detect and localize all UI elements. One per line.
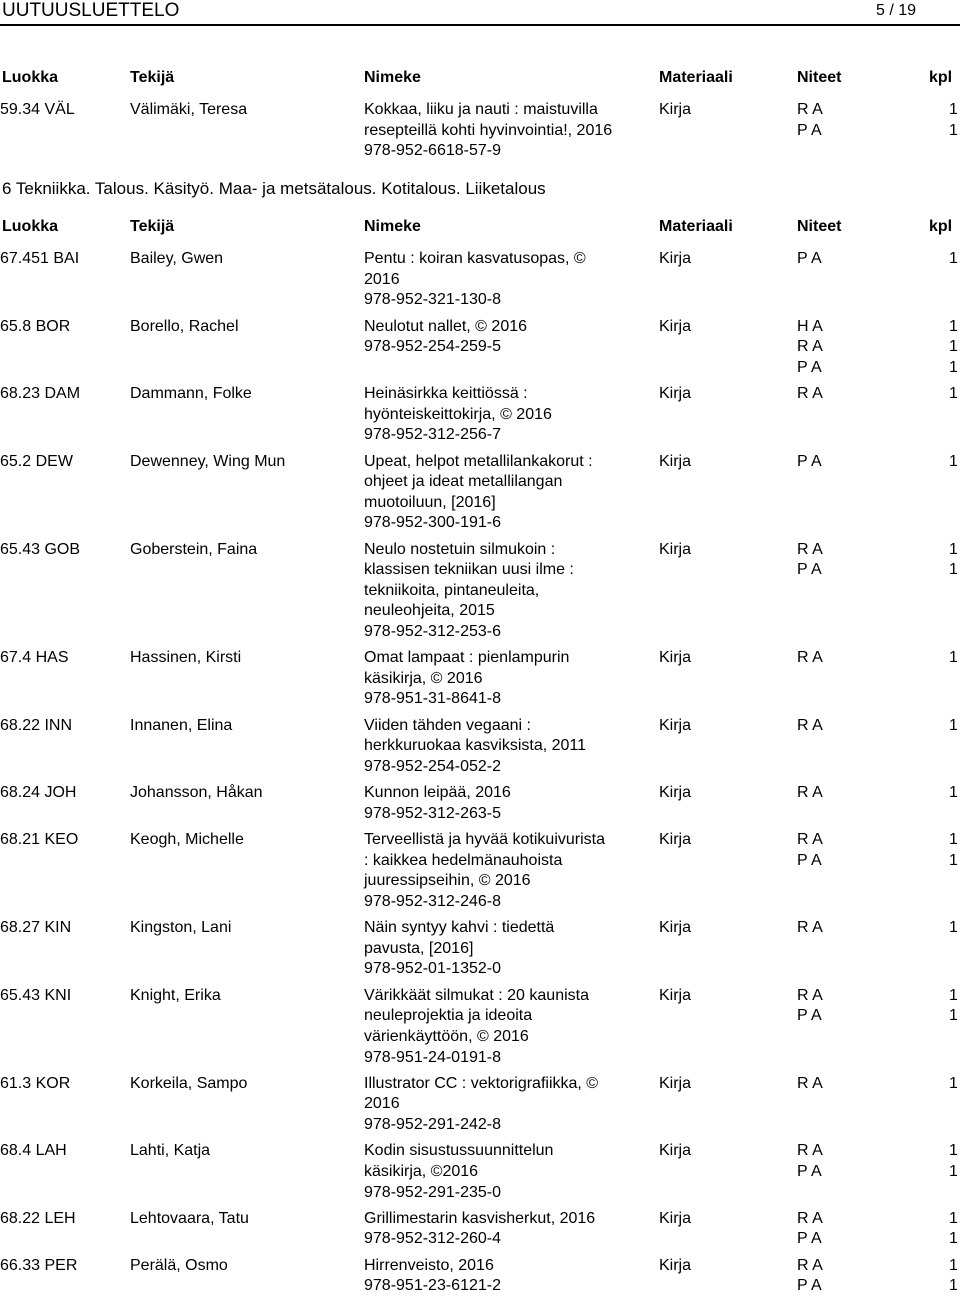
nimeke-line: 978-951-23-6121-2 [364, 1277, 501, 1295]
nimeke-line: Näin syntyy kahvi : tiedettä [364, 919, 555, 937]
nimeke-cell [364, 1256, 649, 1297]
kpl-cell [949, 648, 958, 669]
nimeke-cell [364, 1074, 649, 1136]
kpl-cell [949, 830, 958, 871]
kpl-cell [949, 986, 958, 1027]
page-title: UUTUUSLUETTELO [2, 0, 180, 21]
nimeke-cell [364, 648, 649, 710]
kpl-line: 1 [949, 831, 958, 849]
niteet-line: R A [797, 649, 823, 667]
nimeke-line: 978-952-312-256-7 [364, 426, 501, 444]
nimeke-cell [364, 1209, 649, 1250]
luokka-cell: 68.4 LAH [0, 1142, 67, 1160]
niteet-line: R A [797, 540, 823, 558]
luokka-cell: 65.8 BOR [0, 317, 71, 335]
nimeke-line: Kunnon leipää, 2016 [364, 784, 511, 802]
tekija-cell: Innanen, Elina [130, 716, 233, 734]
kpl-line: 1 [949, 452, 958, 470]
nimeke-line: Kokkaa, liiku ja nauti : maistuvilla [364, 101, 598, 118]
kpl-cell [949, 100, 958, 141]
luokka-cell: 59.34 VÄL [0, 101, 75, 118]
niteet-cell [797, 830, 823, 871]
nimeke-cell [364, 317, 649, 358]
niteet-line: R A [797, 1074, 823, 1092]
tekija-cell: Dammann, Folke [130, 385, 252, 402]
tekija-cell: Dewenney, Wing Mun [130, 452, 286, 470]
nimeke-cell [364, 1141, 649, 1203]
nimeke-cell [364, 918, 649, 980]
niteet-line: R A [797, 1256, 823, 1274]
luokka-cell: 68.27 KIN [0, 919, 72, 937]
tekija-cell: Goberstein, Faina [130, 540, 258, 558]
niteet-cell [797, 384, 823, 405]
nimeke-line: 978-952-321-130-8 [364, 291, 501, 309]
kpl-cell [949, 1141, 958, 1182]
tekija-cell: Välimäki, Teresa [130, 101, 248, 118]
niteet-line: R A [797, 986, 823, 1004]
table-header [0, 67, 960, 89]
nimeke-line: pavusta, [2016] [364, 939, 474, 957]
nimeke-cell [364, 249, 649, 311]
nimeke-line: Illustrator CC : vektorigrafiikka, © [364, 1074, 599, 1092]
niteet-line: P A [797, 1230, 822, 1248]
tekija-cell: Hassinen, Kirsti [130, 649, 242, 667]
page-number: 5 / 19 [875, 2, 916, 19]
nimeke-line: 978-952-300-191-6 [364, 514, 501, 532]
niteet-line: P A [797, 121, 822, 139]
nimeke-cell [364, 716, 649, 778]
kpl-line: 1 [949, 986, 958, 1004]
niteet-cell [797, 1074, 823, 1095]
kpl-line: 1 [949, 540, 958, 558]
niteet-cell [797, 1141, 823, 1182]
header-tekija: Tekijä [130, 218, 175, 235]
tekija-cell: Bailey, Gwen [130, 250, 224, 267]
kpl-cell [949, 918, 958, 939]
materiaali-cell: Kirja [659, 385, 692, 402]
niteet-line: P A [797, 851, 822, 869]
top-rule [0, 24, 960, 26]
kpl-cell [949, 249, 958, 270]
nimeke-line: 978-952-291-242-8 [364, 1116, 501, 1134]
materiaali-cell: Kirja [659, 919, 692, 937]
niteet-line: P A [797, 1277, 822, 1295]
kpl-cell [949, 783, 958, 804]
nimeke-line: käsikirja, © 2016 [364, 669, 483, 687]
luokka-cell: 67.4 HAS [0, 649, 69, 667]
luokka-cell: 68.21 KEO [0, 831, 79, 849]
niteet-cell [797, 317, 823, 379]
nimeke-line: Hirrenveisto, 2016 [364, 1256, 494, 1274]
kpl-cell [949, 384, 958, 405]
materiaali-cell: Kirja [659, 250, 692, 267]
kpl-line: 1 [949, 1277, 958, 1295]
nimeke-line: : kaikkea hedelmänauhoista [364, 851, 563, 869]
nimeke-line: 978-952-312-260-4 [364, 1230, 501, 1248]
tekija-cell: Lehtovaara, Tatu [130, 1209, 249, 1227]
luokka-cell: 61.3 KOR [0, 1074, 71, 1092]
nimeke-line: 978-952-312-263-5 [364, 804, 501, 822]
kpl-cell [949, 540, 958, 581]
nimeke-line: Neulotut nallet, © 2016 [364, 317, 528, 335]
nimeke-line: ohjeet ja ideat metallilangan [364, 473, 563, 491]
header-nimeke: Nimeke [364, 218, 421, 235]
materiaali-cell: Kirja [659, 716, 692, 734]
niteet-cell [797, 716, 823, 737]
nimeke-cell [364, 830, 649, 912]
kpl-line: 1 [949, 1142, 958, 1160]
kpl-line: 1 [949, 1256, 958, 1274]
nimeke-line: värienkäyttöön, © 2016 [364, 1027, 529, 1045]
kpl-line: 1 [949, 851, 958, 869]
materiaali-cell: Kirja [659, 1142, 692, 1160]
niteet-cell [797, 986, 823, 1027]
niteet-line: P A [797, 1162, 822, 1180]
nimeke-line: 2016 [364, 270, 400, 288]
nimeke-line: muotoiluun, [2016] [364, 493, 496, 511]
nimeke-line: 978-952-312-253-6 [364, 622, 501, 640]
kpl-line: 1 [949, 1007, 958, 1025]
kpl-line: 1 [949, 1230, 958, 1248]
kpl-cell [949, 452, 958, 473]
nimeke-cell [364, 452, 649, 534]
header-luokka: Luokka [2, 218, 59, 235]
niteet-cell [797, 918, 823, 939]
nimeke-line: Upeat, helpot metallilankakorut : [364, 452, 593, 470]
kpl-cell [949, 1209, 958, 1250]
luokka-cell: 68.22 LEH [0, 1209, 76, 1227]
nimeke-line: herkkuruokaa kasviksista, 2011 [364, 737, 587, 755]
luokka-cell: 65.2 DEW [0, 452, 73, 470]
kpl-line: 1 [949, 121, 958, 139]
materiaali-cell: Kirja [659, 1209, 692, 1227]
nimeke-line: hyönteiskeittokirja, © 2016 [364, 405, 552, 423]
niteet-line: R A [797, 716, 823, 734]
tekija-cell: Korkeila, Sampo [130, 1074, 248, 1092]
materiaali-cell: Kirja [659, 1256, 692, 1274]
tekija-cell: Perälä, Osmo [130, 1256, 228, 1274]
kpl-line: 1 [949, 1162, 958, 1180]
niteet-line: P A [797, 452, 822, 470]
nimeke-cell [364, 986, 649, 1068]
niteet-cell [797, 783, 823, 804]
header-materiaali: Materiaali [659, 69, 733, 86]
nimeke-line: juuressipseihin, © 2016 [364, 872, 531, 890]
kpl-cell [949, 1074, 958, 1095]
section-heading: 6 Tekniikka. Talous. Käsityö. Maa- ja metsätalous. Kotitalous. Liiketalous [2, 179, 546, 198]
tekija-cell: Kingston, Lani [130, 919, 232, 937]
materiaali-cell: Kirja [659, 540, 692, 558]
materiaali-cell: Kirja [659, 1074, 692, 1092]
niteet-cell [797, 452, 822, 473]
luokka-cell: 68.22 INN [0, 716, 73, 734]
kpl-line: 1 [949, 784, 958, 802]
nimeke-line: 978-952-6618-57-9 [364, 142, 501, 160]
nimeke-line: Grillimestarin kasvisherkut, 2016 [364, 1209, 596, 1227]
niteet-line: R A [797, 338, 823, 356]
kpl-cell [949, 1256, 958, 1297]
niteet-line: R A [797, 784, 823, 802]
luokka-cell: 65.43 KNI [0, 986, 72, 1004]
nimeke-line: 978-952-291-235-0 [364, 1183, 501, 1201]
kpl-line: 1 [949, 358, 958, 376]
materiaali-cell: Kirja [659, 452, 692, 470]
header-kpl: kpl [929, 218, 953, 235]
niteet-line: P A [797, 561, 822, 579]
nimeke-line: Terveellistä ja hyvää kotikuivurista [364, 831, 605, 849]
kpl-cell [949, 317, 958, 379]
materiaali-cell: Kirja [659, 831, 692, 849]
materiaali-cell: Kirja [659, 317, 692, 335]
nimeke-line: 978-951-24-0191-8 [364, 1048, 501, 1066]
nimeke-line: resepteillä kohti hyvinvointia!, 2016 [364, 121, 613, 139]
kpl-line: 1 [949, 1074, 958, 1092]
header-materiaali: Materiaali [659, 218, 733, 235]
header-nimeke: Nimeke [364, 69, 421, 86]
niteet-cell [797, 648, 823, 669]
nimeke-cell [364, 783, 649, 824]
materiaali-cell: Kirja [659, 986, 692, 1004]
nimeke-cell [364, 100, 649, 162]
kpl-line: 1 [949, 101, 958, 118]
niteet-line: P A [797, 250, 822, 267]
nimeke-line: 2016 [364, 1095, 400, 1113]
nimeke-line: Pentu : koiran kasvatusopas, © [364, 250, 586, 267]
luokka-cell: 68.23 DAM [0, 385, 81, 402]
table-header [0, 216, 960, 238]
niteet-cell [797, 1209, 823, 1250]
niteet-cell [797, 1256, 823, 1297]
luokka-cell: 66.33 PER [0, 1256, 78, 1274]
nimeke-line: tekniikoita, pintaneuleita, [364, 581, 540, 599]
nimeke-line: Kodin sisustussuunnittelun [364, 1142, 554, 1160]
header-luokka: Luokka [2, 69, 59, 86]
nimeke-line: klassisen tekniikan uusi ilme : [364, 561, 574, 579]
tekija-cell: Johansson, Håkan [130, 784, 263, 802]
nimeke-line: 978-951-31-8641-8 [364, 690, 501, 708]
nimeke-line: Neulo nostetuin silmukoin : [364, 540, 556, 558]
nimeke-line: Viiden tähden vegaani : [364, 716, 531, 734]
niteet-line: R A [797, 919, 823, 937]
niteet-line: H A [797, 317, 823, 335]
nimeke-line: 978-952-01-1352-0 [364, 960, 501, 978]
nimeke-line: Heinäsirkka keittiössä : [364, 385, 528, 402]
niteet-cell [797, 100, 823, 141]
nimeke-line: Värikkäät silmukat : 20 kaunista [364, 986, 589, 1004]
nimeke-line: 978-952-254-052-2 [364, 757, 501, 775]
kpl-line: 1 [949, 1209, 958, 1227]
kpl-line: 1 [949, 250, 958, 267]
materiaali-cell: Kirja [659, 649, 692, 667]
header-kpl: kpl [929, 69, 953, 86]
kpl-cell [949, 716, 958, 737]
kpl-line: 1 [949, 649, 958, 667]
kpl-line: 1 [949, 338, 958, 356]
kpl-line: 1 [949, 919, 958, 937]
niteet-cell [797, 249, 822, 270]
nimeke-line: neuleohjeita, 2015 [364, 602, 495, 620]
header-niteet: Niteet [797, 218, 842, 235]
niteet-line: R A [797, 385, 823, 402]
nimeke-line: neuleprojektia ja ideoita [364, 1007, 533, 1025]
niteet-line: P A [797, 1007, 822, 1025]
nimeke-line: Omat lampaat : pienlampurin [364, 649, 570, 667]
niteet-line: R A [797, 101, 823, 118]
niteet-line: P A [797, 358, 822, 376]
niteet-line: R A [797, 831, 823, 849]
nimeke-line: käsikirja, ©2016 [364, 1162, 479, 1180]
kpl-line: 1 [949, 716, 958, 734]
tekija-cell: Lahti, Katja [130, 1142, 211, 1160]
nimeke-line: 978-952-254-259-5 [364, 338, 501, 356]
tekija-cell: Keogh, Michelle [130, 831, 244, 849]
luokka-cell: 68.24 JOH [0, 784, 77, 802]
kpl-line: 1 [949, 317, 958, 335]
niteet-cell [797, 540, 823, 581]
kpl-line: 1 [949, 561, 958, 579]
tekija-cell: Borello, Rachel [130, 317, 239, 335]
header-tekija: Tekijä [130, 69, 175, 86]
niteet-line: R A [797, 1209, 823, 1227]
materiaali-cell: Kirja [659, 101, 692, 118]
header-niteet: Niteet [797, 69, 842, 86]
luokka-cell: 67.451 BAI [0, 250, 80, 267]
materiaali-cell: Kirja [659, 784, 692, 802]
nimeke-cell [364, 384, 649, 446]
luokka-cell: 65.43 GOB [0, 540, 81, 558]
kpl-line: 1 [949, 385, 958, 402]
tekija-cell: Knight, Erika [130, 986, 221, 1004]
nimeke-cell [364, 540, 649, 643]
niteet-line: R A [797, 1142, 823, 1160]
nimeke-line: 978-952-312-246-8 [364, 892, 501, 910]
